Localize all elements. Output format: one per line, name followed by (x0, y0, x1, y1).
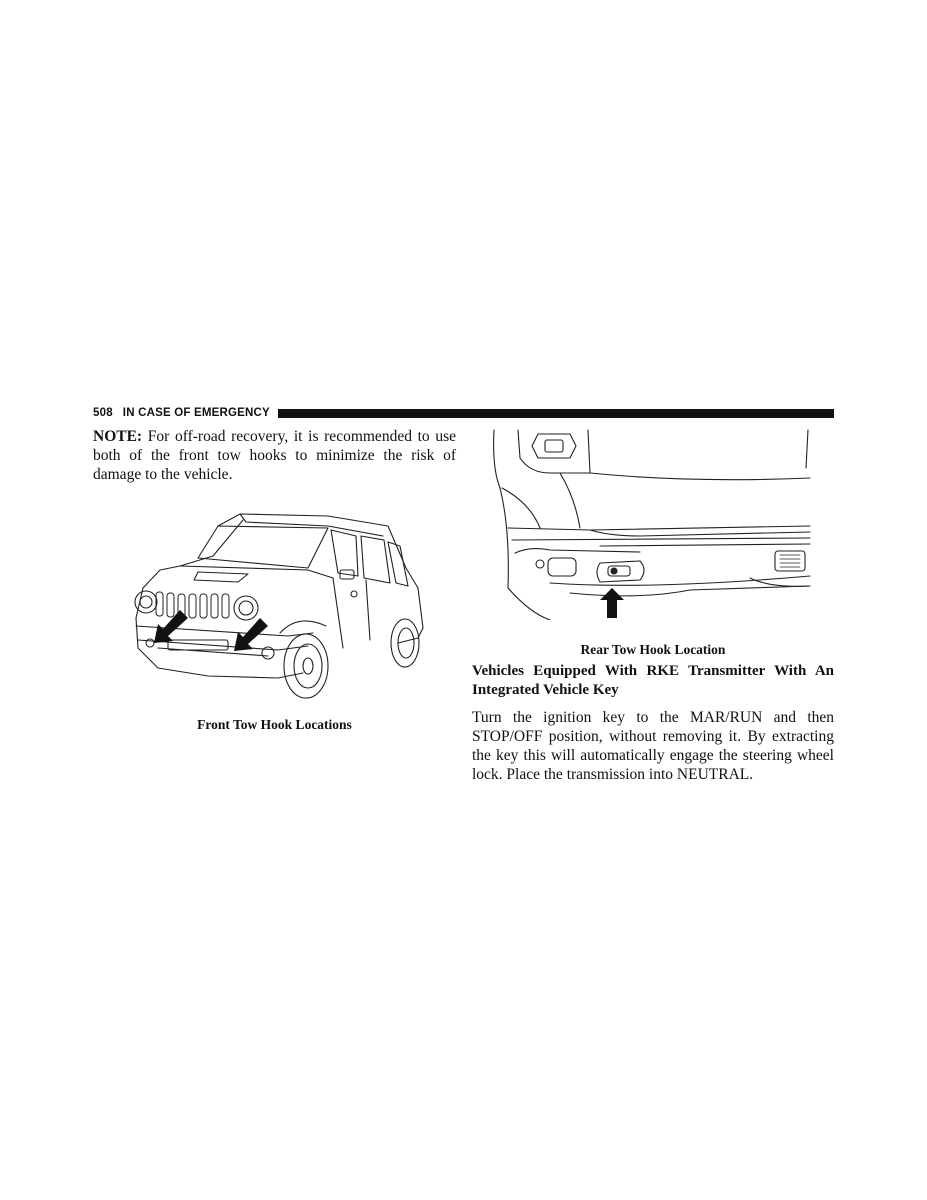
note-text: For off-road recovery, it is recommended to use both of the front tow hooks to minimize the risk of damage to the vehicle. (93, 428, 456, 483)
front-figure-caption: Front Tow Hook Locations (197, 717, 352, 732)
header-rule (278, 409, 834, 418)
note-paragraph (93, 427, 456, 484)
rke-section-heading: Vehicles Equipped With RKE Transmitter With An Integrated Vehicle Key (472, 663, 834, 698)
section-title: IN CASE OF EMERGENCY (122, 407, 270, 419)
front-tow-hook-illustration (128, 508, 428, 703)
page-number: 508 (93, 407, 113, 419)
rear-figure-caption: Rear Tow Hook Location (580, 642, 726, 657)
rear-tow-hook-illustration (490, 428, 815, 620)
note-label: NOTE: (93, 428, 143, 445)
page-header (93, 405, 834, 421)
rke-instructions-paragraph: Turn the ignition key to the MAR/RUN and then STOP/OFF position, without removing it. By extracting the key this will automatically engage the steering wheel lock. Place the transmission into NEUTRAL. (472, 709, 834, 783)
